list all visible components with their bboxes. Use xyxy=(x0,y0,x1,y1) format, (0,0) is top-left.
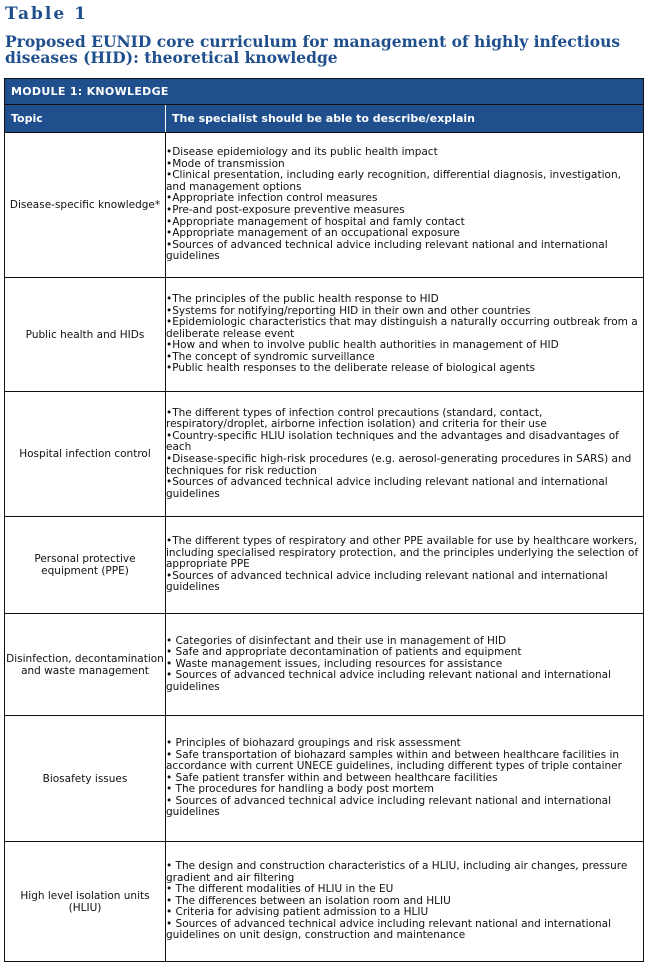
row-items xyxy=(166,392,644,517)
describe-column-header: The specialist should be able to describe/explain xyxy=(166,105,644,133)
list-item: • Waste management issues, including resources for assistance xyxy=(166,657,503,670)
list-item: •The different types of respiratory and other PPE available for use by healthcare workers, including specialised respiratory protection, and the principles underlying the selection of appropriate PPE xyxy=(166,535,639,571)
row-items xyxy=(166,517,644,614)
list-item: • Safe and appropriate decontamination of patients and equipment xyxy=(166,646,522,659)
list-item: • Sources of advanced technical advice including relevant national and international guidelines on unit design, construction and maintenance xyxy=(166,917,611,942)
list-item: •The different types of infection control precautions (standard, contact, respiratory/droplet, airborne infection isolation) and criteria for their use xyxy=(166,406,547,431)
row-topic: Hospital infection control xyxy=(5,392,166,517)
list-item: •Mode of transmission xyxy=(166,157,285,170)
curriculum-table xyxy=(4,78,644,962)
list-item: •The principles of the public health response to HID xyxy=(166,292,439,305)
list-item: •How and when to involve public health authorities in management of HID xyxy=(166,339,559,352)
list-item: • Safe transportation of biohazard samples within and between healthcare facilities in accordance with current UNECE guidelines, including different types of triple container xyxy=(166,748,622,773)
list-item: •Appropriate management of hospital and famly contact xyxy=(166,215,465,228)
table-row xyxy=(5,517,644,614)
row-topic: Personal protective equipment (PPE) xyxy=(5,517,166,614)
row-items xyxy=(166,133,644,278)
list-item: •Sources of advanced technical advice including relevant national and international guidelines xyxy=(166,569,608,594)
list-item: •Appropriate management of an occupational exposure xyxy=(166,227,460,240)
list-item: •The concept of syndromic surveillance xyxy=(166,350,375,363)
row-topic: Disease-specific knowledge* xyxy=(5,133,166,278)
row-topic: Public health and HIDs xyxy=(5,278,166,392)
topic-column-header: Topic xyxy=(5,105,166,133)
list-item: •Appropriate infection control measures xyxy=(166,192,378,205)
table-row xyxy=(5,133,644,278)
list-item: •Epidemiologic characteristics that may distinguish a naturally occurring outbreak from a deliberate release event xyxy=(166,316,638,340)
table-row xyxy=(5,716,644,842)
list-item: •Pre-and post-exposure preventive measures xyxy=(166,204,405,216)
table-row xyxy=(5,842,644,962)
list-item: • Criteria for advising patient admission to a HLIU xyxy=(166,906,429,919)
list-item: • Safe patient transfer within and between healthcare facilities xyxy=(166,771,498,784)
table-title: Proposed EUNID core curriculum for management of highly infectious diseases (HID): theoretical knowledge xyxy=(5,32,621,67)
row-topic: High level isolation units (HLIU) xyxy=(5,842,166,962)
list-item: •Clinical presentation, including early recognition, differential diagnosis, investigation, and management options xyxy=(166,169,621,193)
column-header-row xyxy=(5,105,644,133)
list-item: • The procedures for handling a body post mortem xyxy=(166,783,435,796)
list-item: • The differences between an isolation room and HLIU xyxy=(166,894,451,907)
list-item: • The different modalities of HLIU in the EU xyxy=(166,883,394,896)
list-item: • Sources of advanced technical advice including relevant national and international guidelines xyxy=(166,669,611,693)
table-row xyxy=(5,614,644,716)
row-items xyxy=(166,278,644,392)
list-item: • Sources of advanced technical advice including relevant national and international guidelines xyxy=(166,794,611,819)
row-topic: Biosafety issues xyxy=(5,716,166,842)
module-heading: MODULE 1: KNOWLEDGE xyxy=(5,79,644,105)
list-item: •Disease epidemiology and its public health impact xyxy=(166,146,438,159)
table-label: Table 1 xyxy=(5,4,88,24)
list-item: •Sources of advanced technical advice including relevant national and international guidelines xyxy=(166,476,608,500)
row-items xyxy=(166,614,644,716)
list-item: •Systems for notifying/reporting HID in their own and other countries xyxy=(166,304,531,317)
row-topic: Disinfection, decontamination and waste management xyxy=(5,614,166,716)
module-heading-row xyxy=(5,79,644,105)
list-item: •Country-specific HLIU isolation techniques and the advantages and disadvantages of each xyxy=(166,429,619,454)
row-items xyxy=(166,716,644,842)
table-row xyxy=(5,392,644,517)
list-item: • Categories of disinfectant and their use in management of HID xyxy=(166,634,507,647)
list-item: • The design and construction characteristics of a HLIU, including air changes, pressure gradient and air filtering xyxy=(166,859,628,884)
table-row xyxy=(5,278,644,392)
list-item: •Public health responses to the deliberate release of biological agents xyxy=(166,362,536,375)
list-item: • Principles of biohazard groupings and risk assessment xyxy=(166,736,461,749)
list-item: •Disease-specific high-risk procedures (e.g. aerosol-generating procedures in SARS) and techniques for risk reduction xyxy=(166,453,632,477)
list-item: •Sources of advanced technical advice including relevant national and international guidelines xyxy=(166,238,608,263)
row-items xyxy=(166,842,644,962)
